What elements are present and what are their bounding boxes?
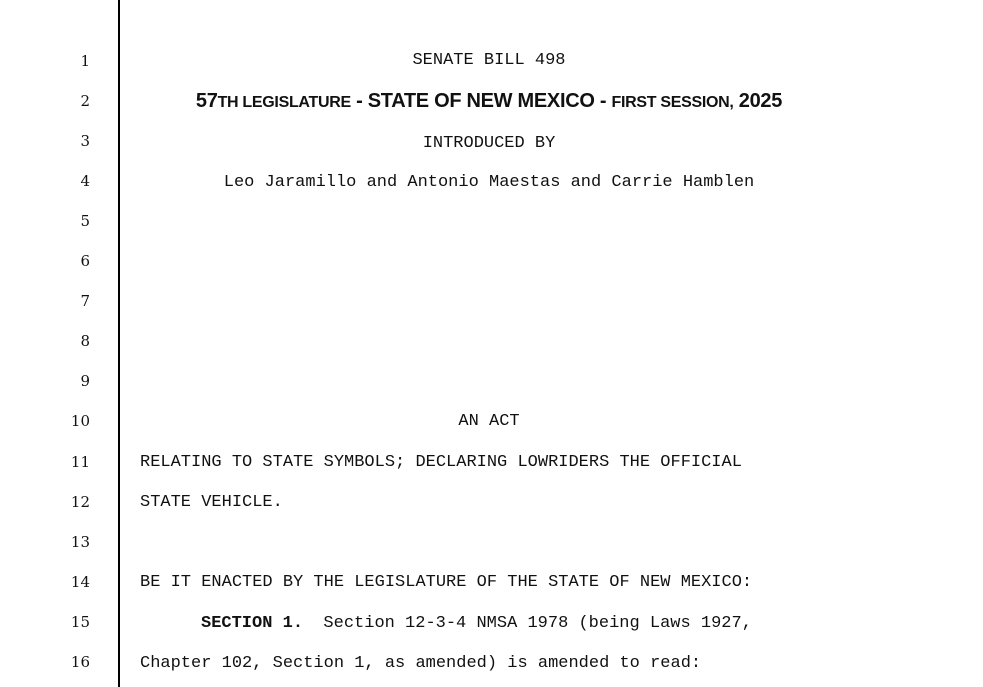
line-number: 11 bbox=[70, 453, 90, 471]
line-number: 7 bbox=[80, 292, 90, 310]
line-number: 15 bbox=[70, 613, 90, 631]
state-name: STATE OF NEW MEXICO bbox=[367, 90, 595, 112]
line-number: 12 bbox=[70, 493, 90, 511]
line-number: 8 bbox=[80, 332, 90, 350]
line-number: 1 bbox=[80, 52, 90, 70]
legislature-label: TH LEGISLATURE bbox=[217, 94, 351, 111]
separator: - bbox=[350, 90, 368, 112]
section-text: Section 12-3-4 NMSA 1978 (being Laws 1927, bbox=[303, 614, 752, 633]
legislature-number: 57 bbox=[195, 90, 218, 112]
bill-title: SENATE BILL 498 bbox=[412, 51, 566, 70]
line-number: 6 bbox=[80, 252, 90, 270]
bill-title-line: RELATING TO STATE SYMBOLS; DECLARING LOWRIDERS THE OFFICIAL bbox=[140, 453, 742, 472]
bill-title-line: STATE VEHICLE. bbox=[140, 493, 283, 512]
line-number: 10 bbox=[70, 412, 90, 430]
line-number: 4 bbox=[80, 172, 90, 190]
introduced-by: INTRODUCED BY bbox=[422, 134, 556, 153]
line-number: 9 bbox=[80, 372, 90, 390]
line-number: 14 bbox=[70, 573, 90, 591]
line-number: 2 bbox=[80, 92, 90, 110]
legislature-header bbox=[120, 91, 858, 113]
session-label: FIRST SESSION, bbox=[611, 94, 734, 111]
separator: - bbox=[594, 90, 612, 112]
line-number: 3 bbox=[80, 132, 90, 150]
section-label: SECTION 1. bbox=[201, 614, 304, 633]
line-number: 13 bbox=[70, 533, 90, 551]
enacting-clause: BE IT ENACTED BY THE LEGISLATURE OF THE STATE OF NEW MEXICO: bbox=[140, 573, 753, 592]
act-heading: AN ACT bbox=[458, 412, 520, 431]
session-year: 2025 bbox=[733, 90, 783, 112]
section-text: Chapter 102, Section 1, as amended) is amended to read: bbox=[140, 654, 702, 673]
line-number: 5 bbox=[80, 212, 90, 230]
line-number: 16 bbox=[70, 653, 90, 671]
section-line bbox=[140, 614, 983, 634]
sponsors: Leo Jaramillo and Antonio Maestas and Carrie Hamblen bbox=[223, 173, 755, 192]
